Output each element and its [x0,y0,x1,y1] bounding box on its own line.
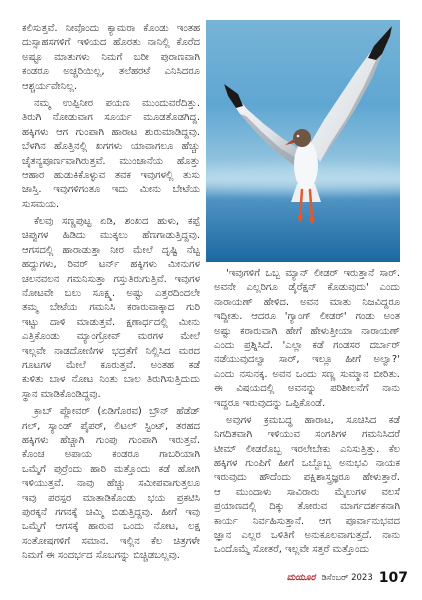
text-line: ಕ್ರಾಬ್ ಪ್ಲೋವರ್ (ಏಡಿಗೊರವ) ಬ್ರೌನ್ ಹೆಡೆಡ್ [34,406,200,418]
text-line: ಪುರಕ್ಕನೆ ಗಗನಕ್ಕೆ ಚಿಮ್ಮಿ ಬಿಡುತ್ತಿದ್ದವು. ಹೀಗೆ ಇವು [22,506,200,518]
text-line: ಇಲ್ಲವೇ ನಾಡದೋಣಿಗಳ ಭದ್ರತೆಗೆ ನಿಲ್ಲಿಸಿದ ಮರದ [22,345,200,357]
paragraph [22,215,200,402]
paragraph [22,405,200,563]
text-line: ಕೆಲವು ಸಣ್ಣಪುಟ್ಟ ಏಡಿ, ಶಂಖದ ಹುಳು, ಕಪ್ಪೆ [34,216,200,228]
bird-body [294,140,318,190]
text-line: ಹಕ್ಕಿಗಳ ಗುಂಪಿಗೆ ಹೀಗೆ ಒಬ್ಬೊಬ್ಬ ಅನುಭವಿ ನಾಯಕ [214,458,400,470]
paragraph [22,97,200,212]
text-line: ನೋಟವೇ ಬಲು ಸೂಕ್ಷ್ಮ. ಅಷ್ಟು ಎತ್ತರದಿಂದಲೇ [22,288,200,300]
page-number: 107 [378,570,408,586]
text-line: ತಿರುಗಿ ನೋಡುವಾಗ ಸೂರ್ಯ ಮೂಡತೊಡಗಿದ್ದ. [22,112,200,124]
issue-date: ಡಿಸೆಂಬರ್ 2023 [321,573,373,583]
text-line: ಆಹಾರ ಹುಡುಕಿಕೊಳ್ಳುವ ತವಕ ಇವುಗಳಲ್ಲಿ ತುಸು [22,169,200,181]
text-line: ಇಳಿಯುತ್ತವೆ. ನಾವು ಹೆಚ್ಚು ಸಮೀಪವಾಗುತ್ತಲೂ [22,478,200,490]
text-line: ಗಲ್, ಸ್ಯಾಂಡ್ ಪೈಪರ್, ಲಿಟಲ್ ಸ್ಟಿಂಟ್, ತರಹದ [22,420,200,432]
bird-head [293,129,311,147]
text-line: ನಾರಾಯಣ್ ಹೇಳಿದ. ಅವನ ಮಾತು ನಿಜವಿದ್ದರೂ [214,296,400,308]
paragraph [22,22,200,94]
bird-photo [206,20,400,262]
text-line: ಕಲಿಸುತ್ತವೆ. ನೀವೊಂದು ಕ್ಯಾಮರಾ ಕೊಂಡು ಇಂತಹ [22,23,200,34]
text-line: ಗೂಟಗಳ ಮೇಲೆ ಕೂರುತ್ತವೆ. ಅಂತಹ ಕಡೆ [22,359,200,371]
text-line: ಜ್ಞಾನ ಎಲ್ಲರ ಒಳಿತಿಗೆ ಅನುಕೂಲವಾಗುತ್ತದೆ. ನಾನು [214,530,400,542]
text-line: ಜಾಸ್ತಿ. ಇವುಗಳಿಗಂತೂ ಇದು ಮೀನು ಬೇಟೆಯ [22,184,200,196]
magazine-logo: ಮಯೂರ [286,573,316,583]
text-line: ಎಂದು ಪ್ರಶ್ನಿಸಿದೆ. 'ಎಲ್ಲಾ ಕಡೆ ಗಂಡಸರ ದರ್ಬಾರ್ [214,339,400,351]
text-line: ಎತ್ತಿಕೊಂಡು ಮ್ಯಾಂಗ್ರೋವ್ ಮರಗಳ ಮೇಲೆ [22,331,200,343]
text-line: ಇವು ಪರಸ್ಪರ ಮಾತಾಡಿಕೊಂಡು ಭಯ ಪ್ರಕಟಿಸಿ [22,492,200,504]
text-line: ಆಗಸದಲ್ಲಿ ಹಾರಾಡುತ್ತಾ ನೀರ ಮೇಲೆ ದೃಷ್ಟಿ ನೆಟ್ಟ [22,244,200,256]
text-line: ಒಮ್ಮೆಗೆ ಆಗಸಕ್ಕೆ ಹಾರುವ ಒಂದು ನೋಟ, ಲಕ್ಷ [22,521,200,533]
text-line: ಸ್ಥಾನ ಮಾಡಿಕೊಂಡಿದ್ದವು. [22,388,101,400]
text-line: ಕಾರ್ಯ ನಿರ್ವಹಿಸುತ್ತಾನೆ. ಆಗ ಪೂರ್ವಾನುಭವದ [214,515,400,527]
text-line: ಕೊಂಚ ಅಪಾಯ ಕಂಡರೂ ಗಾಬರಿಯಾಗಿ [22,449,200,461]
text-line: ಅವನೇ ಎಲ್ಲರಿಗೂ ಡೈರೆಕ್ಷನ್ ಕೊಡುವುದು' ಎಂದು [214,282,400,294]
text-line: ಟೀಮ್ ಲೀಡರೊಬ್ಬ ಇರಲೇಬೇಕು ಎನಿಸುತ್ತಿತ್ತು. ಕೆಲ [214,443,400,455]
text-line: ಇದ್ದರೂ ಇರುವುದನ್ನು ಒಪ್ಪಿಕೊಂಡೆ. [214,397,326,409]
text-line: ಆ ಮುಂದಾಳು ಸಾವಿರಾರು ಮೈಲುಗಳ ವಲಸೆ [214,486,400,498]
text-line: ಅಷ್ಟು ಕರಾರುವಾಗಿ ಹೇಗೆ ಹೇಳುತ್ತೀಯಾ ನಾರಾಯಣ್ [214,325,400,337]
text-line: ಕಂಡರೂ ಅಚ್ಚರಿಯಿಲ್ಲ, ತಲೆಹರಟೆ ಎನಿಸಿದರೂ [22,66,200,78]
text-line: ನಿಗದಿತವಾಗಿ ಇಳಿಯುವ ಸಂಗತಿಗಳ ಗಮನಿಸಿದರೆ [214,429,400,441]
text-line: ಇಟ್ಟು ದಾಳಿ ಮಾಡುತ್ತವೆ. ಕ್ಷಣಾರ್ಧದಲ್ಲಿ ಮೀನು [22,316,200,328]
text-line: 'ಇವುಗಳಿಗೆ ಒಬ್ಬ ಮ್ಯಾನ್ ಲೀಡರ್ ಇರುತ್ತಾನೆ ಸಾರ್. [226,268,400,279]
text-line: ಚಿಪ್ಪುಗಳ ಹಿಡಿದು ಮುಕ್ಕಲು ಹೆಣಗಾಡುತ್ತಿದ್ದವು. [22,230,200,242]
text-line: ಹಕ್ಕಿಗಳು ಆಗ ಗುಂಪಾಗಿ ಹಾರಾಟ ಶುರುಮಾಡಿದ್ದವು. [22,126,200,138]
text-line: ಚೈತನ್ಯಪೂರ್ಣವಾಗಿರುತ್ತವೆ. ಮುಂಜಾನೆಯ ಹೊತ್ತು [22,155,200,167]
text-line: ನಿಮಗೆ ಈ ಸಂದರ್ಭದ ಸೊಬಗನ್ನು ಬಿಚ್ಚಿಡಬಲ್ಲವು. [22,550,180,562]
text-line: ಇದ್ದೀತು. ಆದರೂ 'ಗ್ಯಾಂಗ್ ಲೀಡರ್' ಗಂಡು ಅಂತ [214,311,400,323]
text-line: ಎಂದು ನಸುನಕ್ಕ. ಅವನ ಒಂದು ಸಣ್ಣ ಸುಮ್ಮಾನ ಬೀರಿತು. [214,368,400,380]
text-line: ಅಷ್ಟೂ ಮಾತುಗಳು ನಿಮಗೆ ಬರೀ ಪುರಾಣವಾಗಿ [22,51,200,63]
text-line: ಕುಳಿತು ಬಾಳ ನೋಟ ನಿಂತು ಬಾಲ ತಿರುಗಿಸುತ್ತಿದುದು [22,374,200,386]
text-line: ಒಮ್ಮೆಗೆ ಪುರ್ರೆಂದು ಹಾರಿ ಮತ್ತೊಂದು ಕಡೆ ಹೋಗಿ [22,463,200,475]
text-line: ಸುಸಮಯ. [22,198,60,210]
text-line: ಪ್ರಯಾಣದಲ್ಲಿ ದಿಕ್ಕು ತೋರುವ ಮಾರ್ಗದರ್ಶಕನಾಗಿ [214,501,400,513]
page-footer [287,568,408,588]
right-text-column [214,267,400,561]
text-line: ಬೆಳಗಿನ ಹೊತ್ತಿನಲ್ಲಿ ಖಗಗಳು ಯಾವಾಗಲೂ ಹೆಚ್ಚು [22,141,200,153]
text-line: ಇರುವುದು ಹೌದೆಂದು ಪಕ್ಷಿಶಾಸ್ತ್ರಜ್ಞರೂ ಹೇಳುತ್ತಾರೆ. [214,472,400,484]
text-line: ಈ ವಿಷಯದಲ್ಲಿ ಅವನನ್ನು ಪರಿಶೀಲನೆಗೆ ನಾನು [214,383,400,395]
text-line: ನಡೆಯುವುದಲ್ವಾ ಸಾರ್, ಇಲ್ಲೂ ಹೀಗೆ ಅಲ್ವಾ?' [214,354,400,366]
text-line: ತಮ್ಮ ಬೇಟೆಯ ಗಮನಿಸಿ ಕರಾರುವಾಕ್ಕಾದ ಗುರಿ [22,302,200,314]
text-line: ದುಸ್ಸಾಹಸಗಳಿಗೆ ಇಳಿಯದ ಹೊರತು ನಾನಿಲ್ಲಿ ಕೊರೆದ [22,37,200,49]
text-line: ಹದ್ದುಗಳು, ರಿವರ್ ಟರ್ನ್ ಹಕ್ಕಿಗಳು ಮೀನುಗಳ [22,259,200,271]
bird-eye [297,135,300,138]
text-line: ನಮ್ಮ ಉಪ್ಪಿನೀರ ಪಯಣ ಮುಂದುವರೆದಿತ್ತು. [34,97,200,109]
paragraph [214,267,400,411]
left-text-column [22,22,200,566]
text-line: ಅವುಗಳ ಕ್ರಮಬದ್ಧ ಹಾರಾಟ, ಸೂಚಿಸಿದ ಕಡೆ [226,414,400,426]
text-line: ಸಂತೋಷಗಳಿಗೆ ಸಮಾನ. ಇಲ್ಲಿನ ಕೆಲ ಚಿತ್ರಗಳೇ [22,535,200,547]
paragraph [214,414,400,558]
text-line: ಆಶ್ಚರ್ಯವೇನಿಲ್ಲ. [22,80,78,92]
text-line: ಚಲನವಲನ ಗಮನಿಸುತ್ತಾ ಗಸ್ತುತಿರುಗುತ್ತಿವೆ. ಇವುಗಳ [22,273,200,285]
text-line: ಒಂದೊಮ್ಮೆ ಸೋತರೆ, ಇಲ್ಲವೇ ಸತ್ತರೆ ಮತ್ತೊಂದು [214,544,370,556]
text-line: ಹಕ್ಕಿಗಳು ಹೆಚ್ಚಾಗಿ ಗುಂಪು ಗುಂಪಾಗಿ ಇರುತ್ತವೆ. [22,434,200,446]
